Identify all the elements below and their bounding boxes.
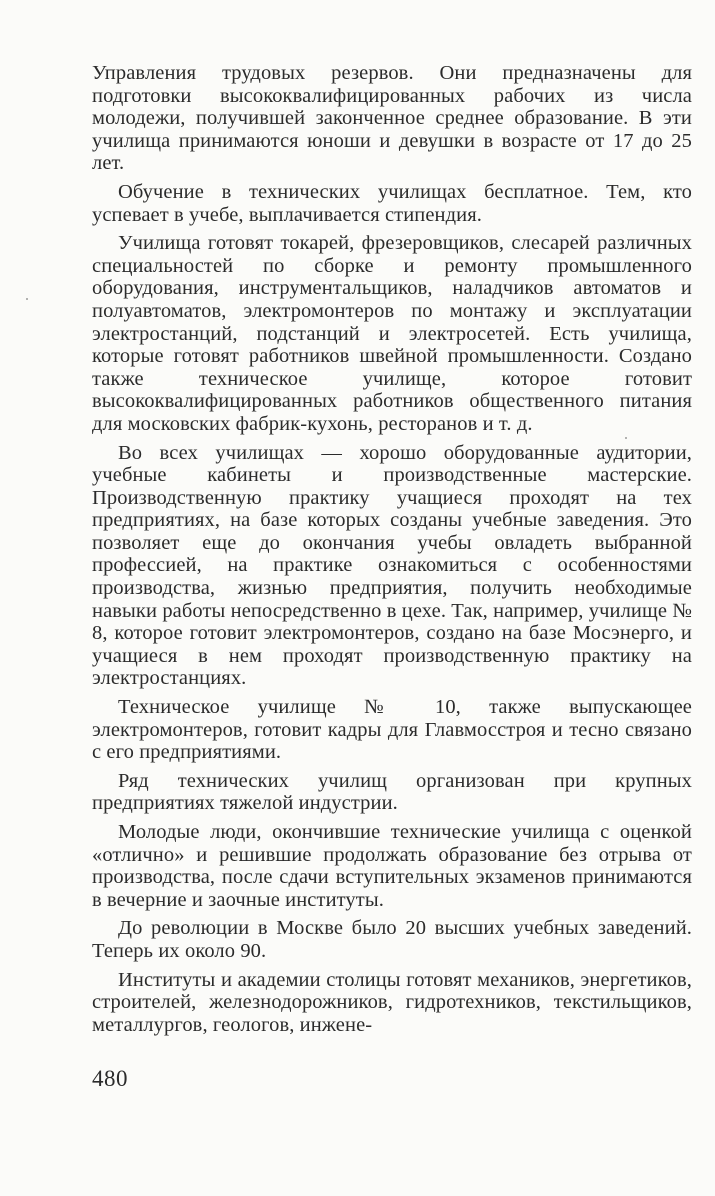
print-speck [26,298,28,300]
paragraph-9: Институты и академии столицы готовят механиков, энергетиков, строителей, железнодорожников, гидротехников, текстильщиков, металлургов, геологов, инжене- [92,968,692,1036]
paragraph-2: Обучение в технических училищах бесплатное. Тем, кто успевает в учебе, выплачивается стипендия. [92,180,692,226]
body-text [92,62,692,1038]
print-speck [625,437,627,439]
page-number: 480 [92,1066,128,1091]
paragraph-3: Училища готовят токарей, фрезеровщиков, слесарей различных специальностей по сборке и ремонту промышленного оборудования, инструментальщиков, наладчиков автоматов и полуавтоматов, электромонтеров по монтажу и эксплуатации электростанций, подстанций и электросетей. Есть училища, которые готовят работников швейной промышленности. Создано также техническое училище, которое готовит высококвалифицированных работников общественного питания для московских фабрик-кухонь, ресторанов и т. д. [92,232,692,435]
paragraph-1: Управления трудовых резервов. Они предназначены для подготовки высококвалифицированных рабочих из числа молодежи, получившей законченное среднее образование. В эти училища принимаются юноши и девушки в возрасте от 17 до 25 лет. [92,62,692,175]
paragraph-5: Техническое училище № 10, также выпускающее электромонтеров, готовит кадры для Главмосстроя и тесно связано с его предприятиями. [92,696,692,764]
paragraph-8: До революции в Москве было 20 высших учебных заведений. Теперь их около 90. [92,917,692,962]
paragraph-4: Во всех училищах — хорошо оборудованные аудитории, учебные кабинеты и производственные мастерские. Производственную практику учащиеся проходят на тех предприятиях, на базе которых созданы учебные заведения. Это позволяет еще до окончания учебы овладеть выбранной профессией, на практике ознакомиться с особенностями производства, жизнью предприятия, получить необходимые навыки работы непосредственно в цехе. Так, например, училище № 8, которое готовит электромонтеров, создано на базе Мосэнерго, и учащиеся в нем проходят производственную практику на электростанциях. [92,441,692,690]
paragraph-6: Ряд технических училищ организован при крупных предприятиях тяжелой индустрии. [92,769,692,815]
paragraph-7: Молодые люди, окончившие технические училища с оценкой «отлично» и решившие продолжать образование без отрыва от производства, после сдачи вступительных экзаменов принимаются в вечерние и заочные институты. [92,821,692,911]
